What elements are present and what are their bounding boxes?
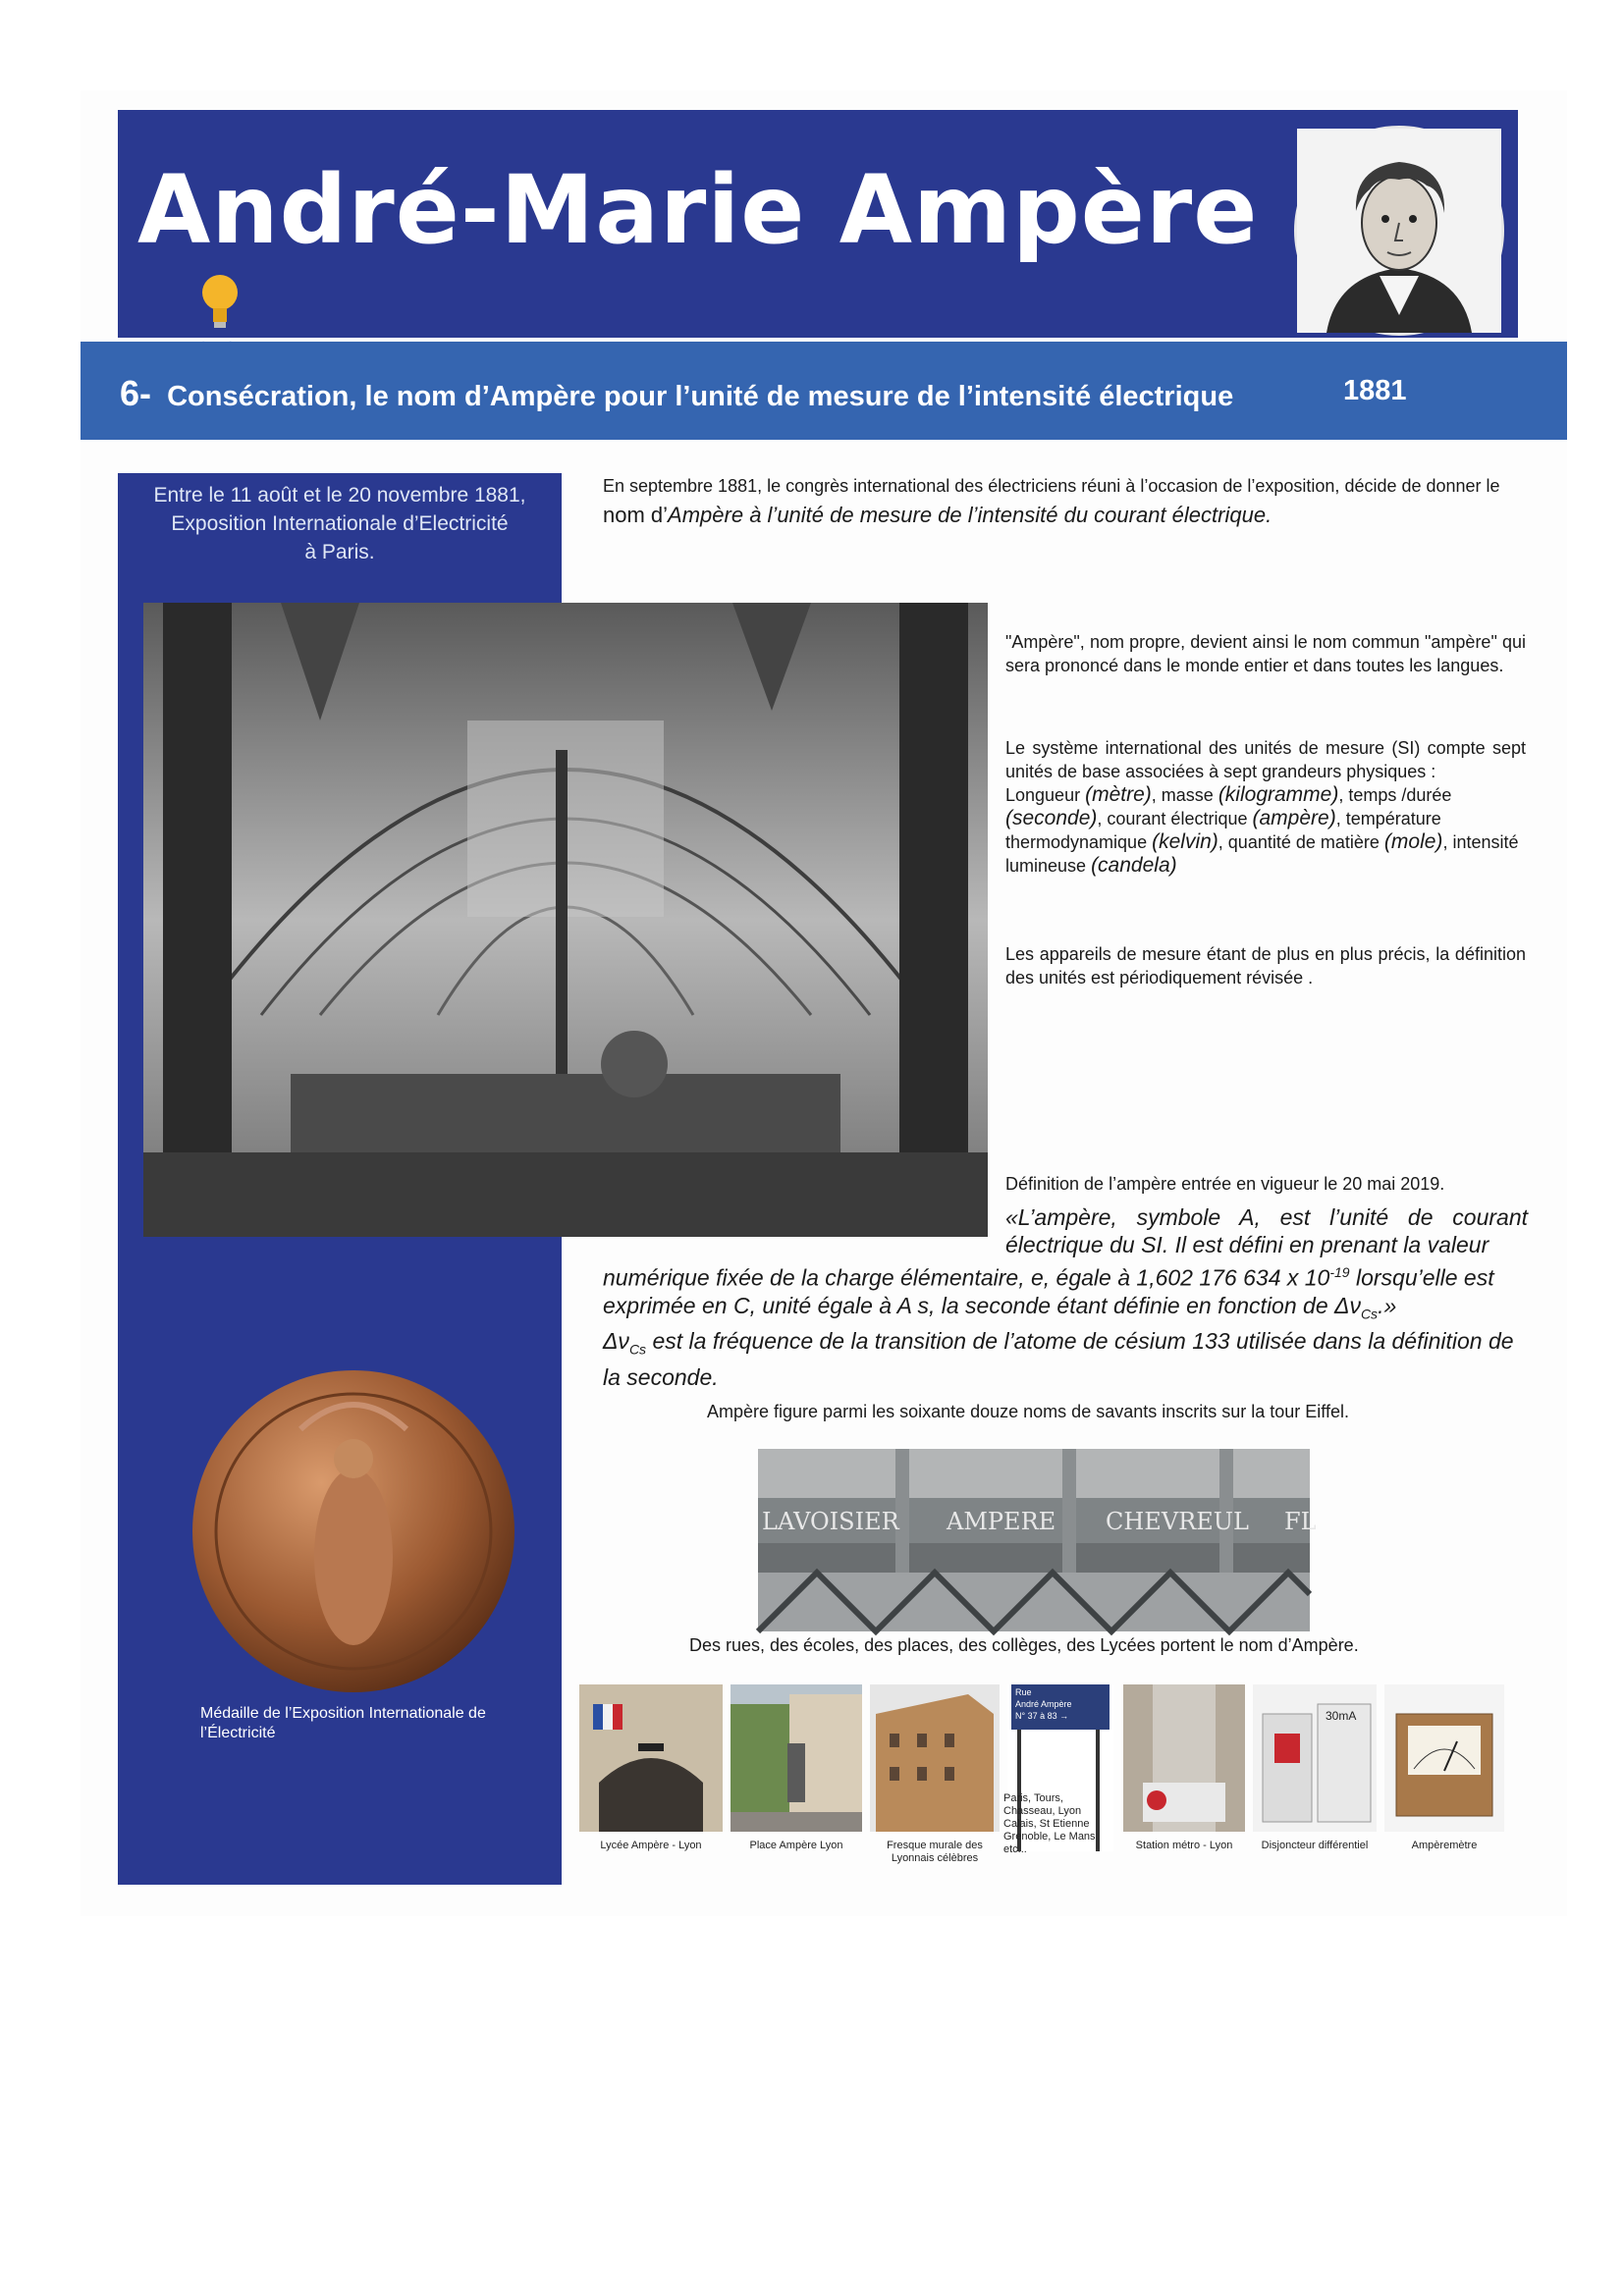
quote-text: .» [1378,1292,1397,1318]
thumb-metro-station [1123,1684,1245,1832]
section-number: 6- [120,373,152,413]
section-title-text: Consécration, le nom d’Ampère pour l’unité de mesure de l’intensité électrique [167,381,1234,412]
ampere-definition-quote [603,1203,1528,1391]
thumb-lycee-ampere [579,1684,723,1832]
definition-date: Définition de l’ampère entrée en vigueur le 20 mai 2019. [1005,1174,1445,1194]
exposition-dates [122,481,558,566]
eiffel-name-ampere: AMPERE [947,1508,1056,1535]
streets-caption: Des rues, des écoles, des places, des collèges, des Lycées portent le nom d’Ampère. [689,1635,1359,1655]
quote-text: lorsqu’elle est exprimée en C, unité égale à A s, la seconde étant définie en fonction de Δν [603,1264,1494,1318]
unit-text: , intensité lumineuse [1005,832,1519,876]
unit-text: Longueur [1005,785,1081,805]
quote-text: est la fréquence de la transition de l’atome de césium 133 utilisée dans la définition de la seconde. [603,1328,1514,1390]
medal-image [192,1370,514,1692]
unit-text: , temps /durée [1338,785,1452,805]
quote-line: «L’ampère, symbole A, est l’unité de courant électrique du SI. Il est défini en prenant la valeur [1005,1204,1528,1257]
portrait-ampere [1294,126,1504,336]
quote-subscript: Cs [628,1341,647,1358]
quote-exponent: -19 [1329,1264,1350,1280]
intro-emphasis: Ampère à l’unité de mesure de l’intensité du courant électrique. [668,503,1272,527]
unit-text: , courant électrique [1097,809,1248,828]
quote-text: Δν [603,1328,629,1355]
ampere-common-noun-paragraph: "Ampère", nom propre, devient ainsi le nom commun "ampère" qui sera prononcé dans le monde entier et dans toutes les langues. [1005,632,1526,675]
unit-text: , masse [1151,785,1214,805]
unit-candela: (candela) [1091,854,1177,877]
thumb-caption: Fresque murale des Lyonnais célèbres [887,1840,983,1864]
thumb-caption: Paris, Tours, Chasseau, Lyon Calais, St Etienne Grenoble, Le Mans etc... [1003,1792,1096,1855]
thumb-circuit-breaker [1253,1684,1377,1832]
eiffel-caption: Ampère figure parmi les soixante douze noms de savants inscrits sur la tour Eiffel. [707,1402,1349,1421]
thumb-caption: Lycée Ampère - Lyon [600,1840,702,1851]
thumb-fresque [870,1684,1000,1832]
street-sign-line: Rue [1015,1687,1032,1697]
eiffel-name-lavoisier: LAVOISIER [762,1508,899,1535]
revision-paragraph: Les appareils de mesure étant de plus en plus précis, la définition des unités est périodiquement révisée . [1005,944,1526,988]
street-sign [1011,1684,1110,1730]
breaker-label: 30mA [1326,1709,1357,1723]
page-title: André-Marie Ampère [137,155,1259,265]
thumb-caption: Ampèremètre [1411,1840,1478,1851]
eiffel-tower-names-image [758,1449,1317,1631]
intro-paragraph [603,471,1528,531]
thumb-ammeter [1384,1684,1504,1832]
unit-seconde: (seconde) [1005,807,1098,829]
unit-text: , quantité de matière [1218,832,1380,852]
intro-text: nom d’ [603,503,669,527]
medal-caption: Médaille de l’Exposition Internationale de l’Électricité [200,1705,486,1741]
quote-text: numérique fixée de la charge élémentaire, e, égale à 1,602 176 634 x 10 [603,1264,1330,1291]
si-units-paragraph [1005,736,1526,878]
eiffel-name-chevreul: CHEVREUL [1106,1508,1249,1535]
si-units-list [1005,783,1526,878]
unit-text: , température thermodynamique [1005,809,1441,852]
street-sign-line: N° 37 à 83 → [1015,1711,1069,1721]
unit-kilogramme: (kilogramme) [1218,783,1339,806]
street-sign-line: André Ampère [1015,1699,1072,1709]
exposition-line: à Paris. [304,541,375,563]
unit-mole: (mole) [1383,830,1443,853]
lightbulb-logo-icon [200,273,240,342]
unit-ampere: (ampère) [1252,807,1336,829]
exposition-line: Exposition Internationale d’Electricité [171,512,509,535]
thumb-caption: Disjoncteur différentiel [1261,1840,1369,1851]
thumb-caption: Place Ampère Lyon [749,1840,843,1851]
thumb-place-ampere [731,1684,862,1832]
eiffel-name-fl: FL [1284,1508,1317,1535]
intro-text: En septembre 1881, le congrès international des électriciens réuni à l’occasion de l’exposition, décide de donner le [603,476,1500,496]
section-title [120,373,1233,414]
thumb-caption: Station métro - Lyon [1135,1840,1233,1851]
unit-kelvin: (kelvin) [1152,830,1218,853]
quote-subscript: Cs [1360,1306,1379,1322]
exposition-engraving-image [143,603,988,1237]
section-year: 1881 [1343,375,1407,406]
si-intro: Le système international des unités de mesure (SI) compte sept unités de base associées à sept grandeurs physiques : [1005,738,1526,781]
exposition-line: Entre le 11 août et le 20 novembre 1881, [153,484,526,507]
unit-metre: (mètre) [1085,783,1152,806]
